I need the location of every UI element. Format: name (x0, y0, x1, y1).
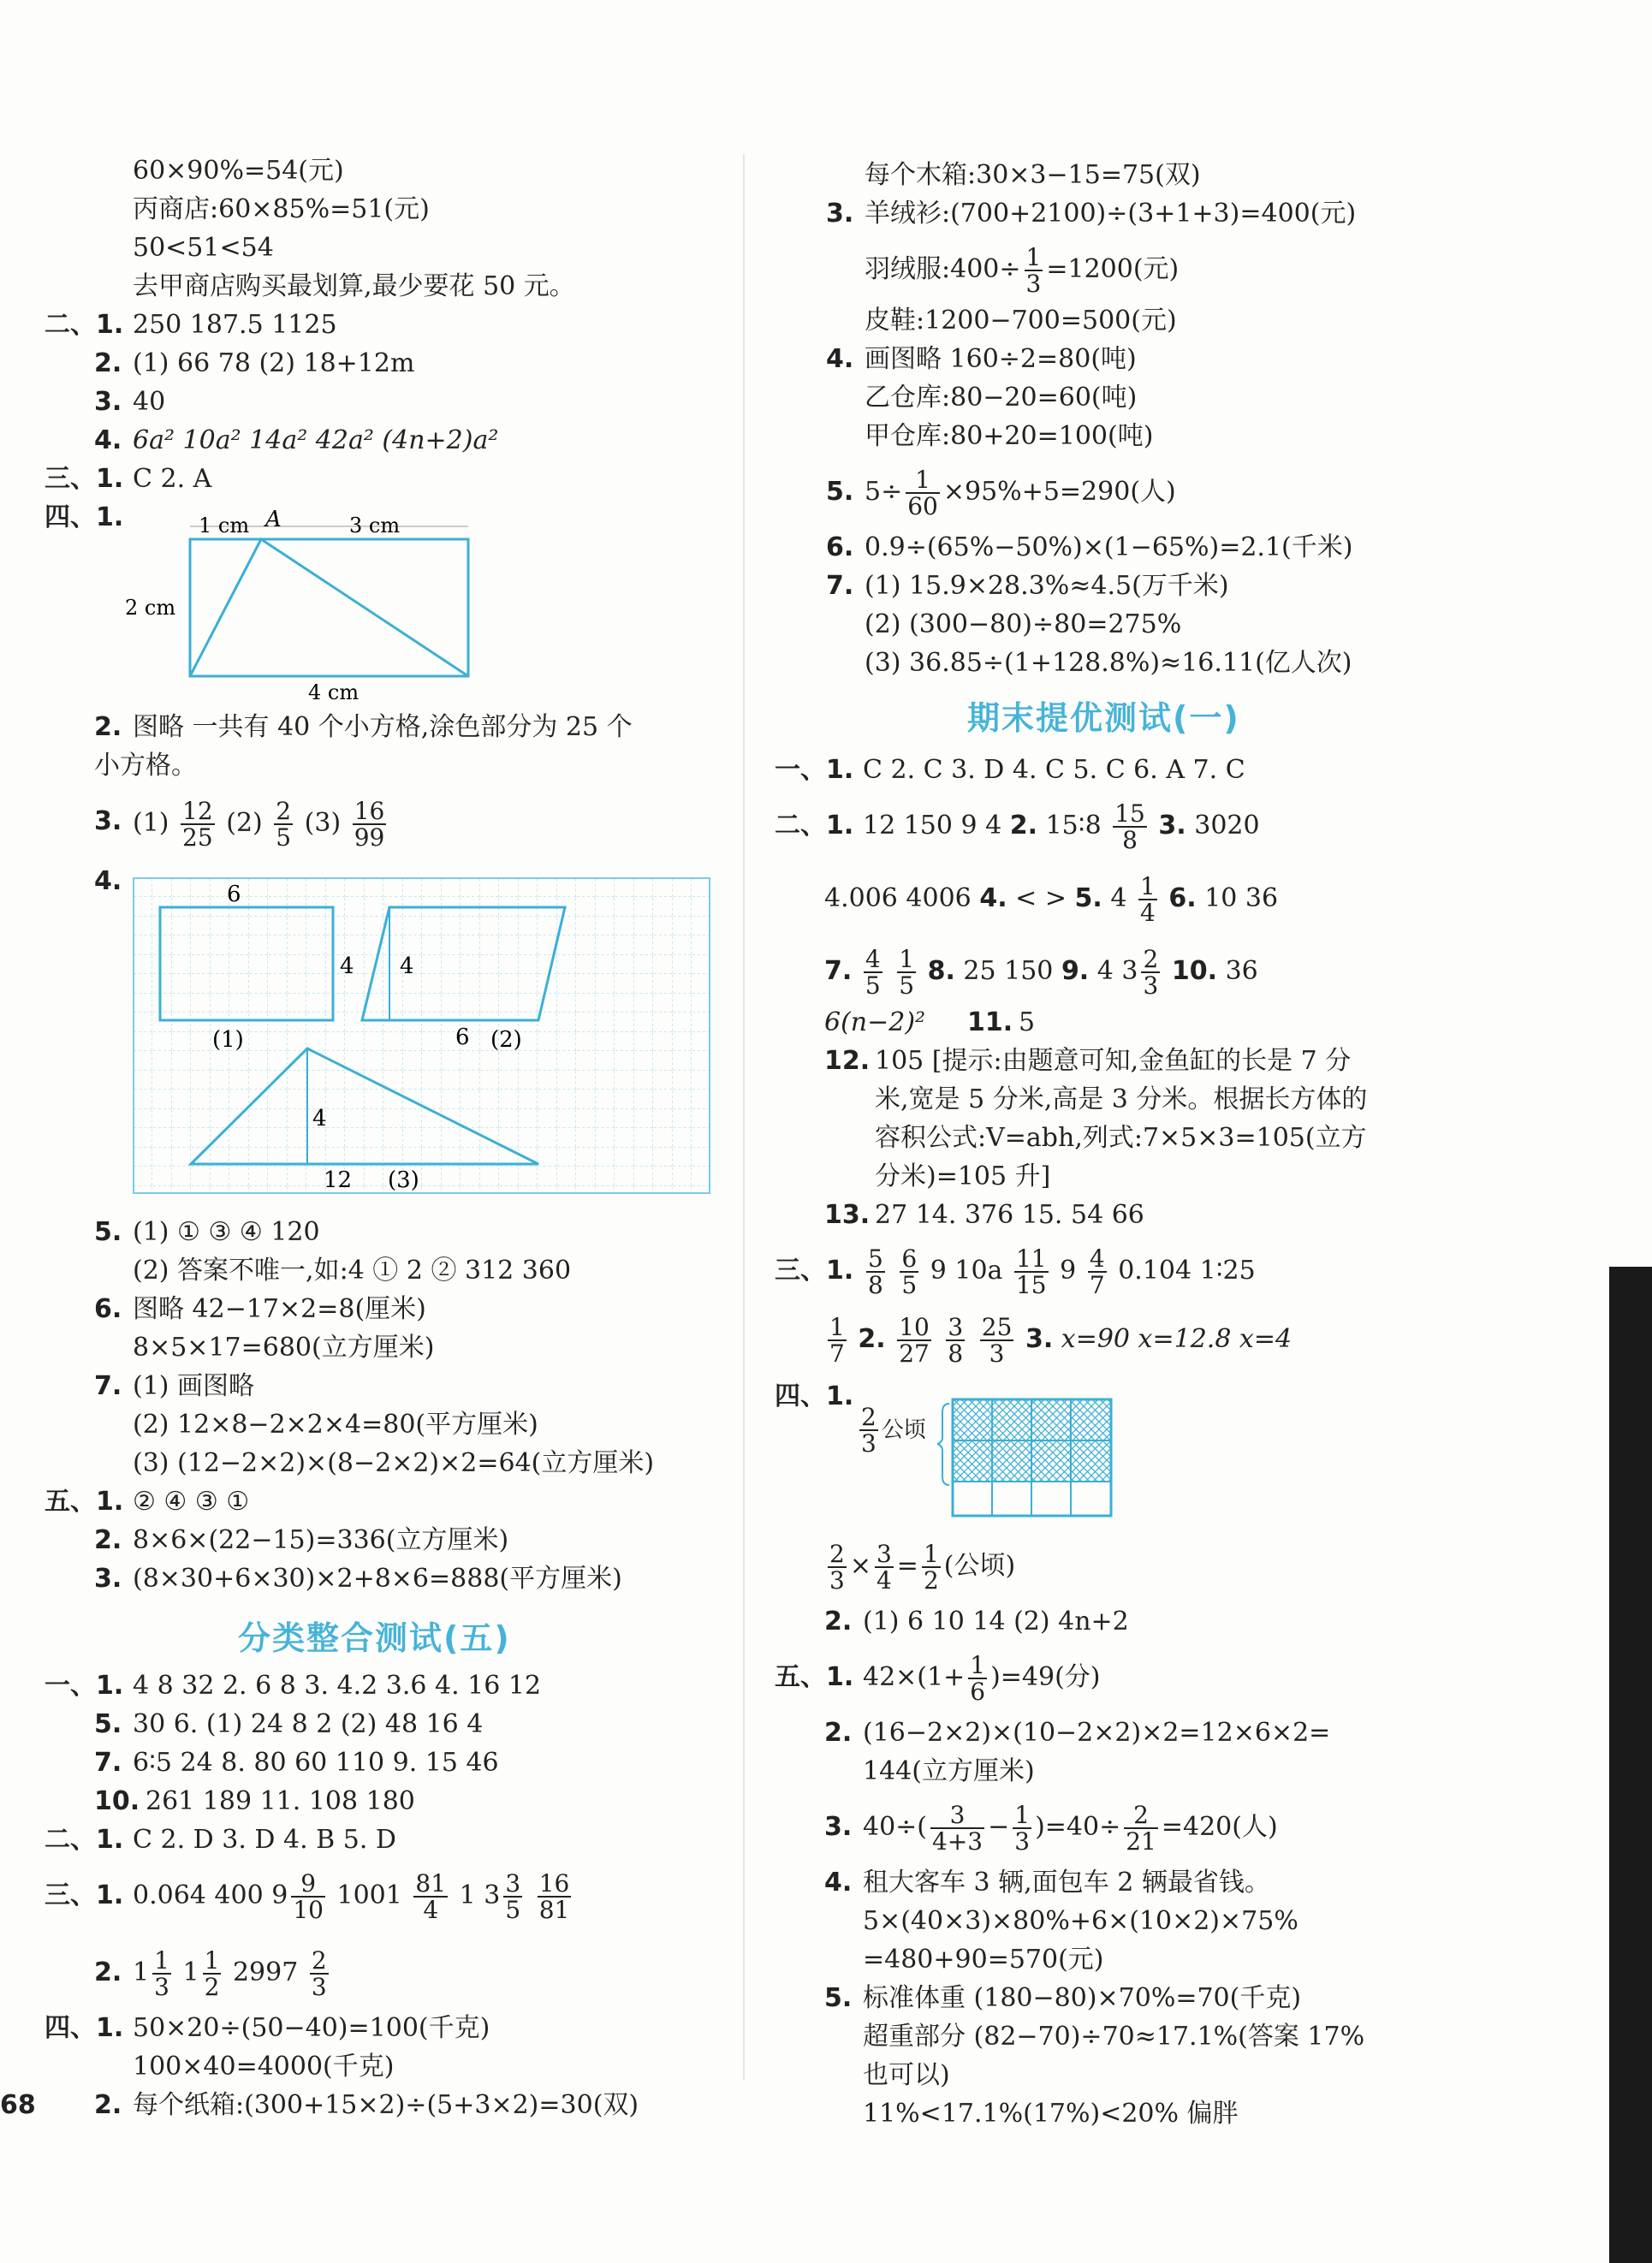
answer: (3) (12−2×2)×(8−2×2)×2=64(立方厘米) (133, 1448, 655, 1478)
svg-text:6: 6 (227, 882, 241, 907)
section-label: 五、1. (775, 1662, 854, 1692)
answer-fraction: 羽绒服:400÷ $\frac{1}{3}$ =1200(元) (865, 242, 1180, 298)
item-number: 2. (824, 1607, 853, 1636)
item-number: 13. (824, 1200, 871, 1230)
section-title: 期末提优测试(一) (967, 699, 1240, 737)
answer: C 2. A (133, 464, 212, 494)
item-number: 6. (826, 532, 854, 562)
item-number: 5. (94, 1217, 122, 1247)
item-number: 2. (94, 712, 122, 742)
answer-fraction: 5÷ $\frac{1}{60}$ ×95%+5=290(人) (865, 465, 1176, 520)
answer: 小方格。 (94, 751, 197, 781)
item-number: 2. (94, 1525, 122, 1555)
section-label: 一、1. (775, 755, 854, 785)
grid-diagram (133, 877, 710, 1194)
answer: 皮鞋:1200−700=500(元) (865, 306, 1177, 336)
answer-fractions: 7. $\frac{4}{5}$ $\frac{1}{5}$ 8. 25 150 9. 4 3 $\frac{2}{3}$ 10. 36 (824, 944, 1258, 1000)
answer: 6(n−2)² (824, 1007, 926, 1037)
answer: 乙仓库:80−20=60(吨) (865, 383, 1138, 413)
item-number: 11. (967, 1007, 1013, 1037)
item-number: 7. (94, 1748, 122, 1778)
line: 去甲商店购买最划算,最少要花 50 元。 (133, 271, 575, 301)
answer: 100×40=4000(千克) (133, 2052, 395, 2082)
part: (1) (133, 808, 169, 838)
answer: (1) ① ③ ④ 120 (133, 1217, 320, 1247)
page-number: 68 (0, 2090, 36, 2120)
svg-text:4: 4 (312, 1106, 327, 1132)
answer-fraction: 42×(1+ $\frac{1}{6}$ )=49(分) (863, 1650, 1101, 1706)
dim-label: 1 cm (199, 514, 250, 538)
item-number: 2. (94, 2090, 122, 2120)
answer: 图略 42−17×2=8(厘米) (133, 1294, 426, 1324)
section-label: 二、1. (45, 1825, 124, 1855)
answer: (1) 66 78 (2) 18+12m (133, 348, 415, 378)
svg-text:(3): (3) (388, 1167, 419, 1193)
answer-fractions: 1 $\frac{1}{3}$ 1 $\frac{1}{2}$ 2997 $\frac{2}{3}$ (133, 1945, 327, 2001)
fraction: $\frac{12}{25}$ (182, 796, 213, 852)
line: 丙商店:60×85%=51(元) (133, 194, 430, 224)
answer: 105 [提示:由题意可知,金鱼缸的长是 7 分 (875, 1046, 1352, 1076)
answer-fractions: 12 150 9 4 2. 15∶8 $\frac{15}{8}$ 3. 3020 (863, 799, 1260, 854)
section-label: 二、1. (45, 310, 124, 340)
answer: 租大客车 3 辆,面包车 2 辆最省钱。 (863, 1868, 1270, 1898)
item-number: 2. (94, 1957, 122, 1987)
item-number: 6. (94, 1294, 122, 1324)
answer: 50×20÷(50−40)=100(千克) (133, 2013, 490, 2043)
fraction: $\frac{2}{5}$ (276, 796, 292, 852)
answer: 羊绒衫:(700+2100)÷(3+1+3)=400(元) (865, 199, 1357, 229)
part: (3) (304, 808, 342, 838)
answer-fractions: 4.006 4006 4. < > 5. 4 $\frac{1}{4}$ 6. 10 36 (824, 871, 1279, 927)
answer: 8×6×(22−15)=336(立方厘米) (133, 1525, 509, 1555)
answer: ② ④ ③ ① (133, 1487, 250, 1517)
answer: (1) 画图略 (133, 1371, 255, 1401)
area-label: $\frac{2}{3}$ 公顷 (861, 1402, 926, 1458)
svg-text:6: 6 (455, 1025, 470, 1050)
item-number: 4. (826, 344, 854, 374)
answer: (8×30+6×30)×2+8×6=888(平方厘米) (133, 1564, 622, 1594)
dim-label: 2 cm (125, 596, 176, 620)
item-number: 7. (94, 1371, 122, 1401)
answer: 5 (1019, 1007, 1036, 1037)
section-label: 四、1. (45, 2013, 124, 2043)
answer: 也可以) (863, 2060, 950, 2090)
item-number: 3. (824, 1812, 853, 1842)
section-label: 二、1. (775, 811, 854, 840)
svg-text:4: 4 (340, 953, 354, 979)
column-divider (743, 154, 745, 2080)
answer: 30 6. (1) 24 8 2 (2) 48 16 4 (133, 1709, 484, 1739)
answer: 容积公式:V=abh,列式:7×5×3=105(立方 (875, 1123, 1367, 1153)
answer: (2) 12×8−2×2×4=80(平方厘米) (133, 1410, 538, 1440)
answer-fractions: 0.064 400 9 $\frac{9}{10}$ 1001 $\frac{81}{4}$ 1 3 $\frac{3}{5}$ $\frac{16}{81}$ (133, 1868, 570, 1924)
answer: 分米)=105 升] (875, 1161, 1051, 1191)
svg-text:4: 4 (400, 953, 414, 979)
section-label: 四、1. (45, 502, 124, 532)
answer: 0.9÷(65%−50%)×(1−65%)=2.1(千米) (865, 532, 1353, 562)
item-number: 7. (826, 571, 854, 601)
item-number: 4. (94, 866, 122, 896)
dim-label: 4 cm (308, 680, 360, 704)
answer: (3) 36.85÷(1+128.8%)≈16.11(亿人次) (865, 648, 1352, 678)
section-label: 四、1. (775, 1381, 854, 1411)
item-number: 10. (94, 1786, 140, 1816)
answer: 画图略 160÷2=80(吨) (865, 344, 1137, 374)
answer: 图略 一共有 40 个小方格,涂色部分为 25 个 (133, 712, 633, 742)
answer: 米,宽是 5 分米,高是 3 分米。根据长方体的 (875, 1084, 1368, 1114)
section-label: 三、1. (45, 1880, 124, 1910)
item-number: 5. (94, 1709, 122, 1739)
answer: 超重部分 (82−70)÷70≈17.1%(答案 17% (863, 2022, 1365, 2052)
answer: C 2. D 3. D 4. B 5. D (133, 1825, 396, 1855)
item-number: 3. (826, 199, 854, 229)
section-label: 三、1. (45, 464, 124, 494)
answer-fractions: $\frac{1}{7}$ 2. $\frac{10}{27}$ $\frac{3}{8}$ $\frac{25}{3}$ 3. x=90 x=12.8 x=4 (829, 1312, 1292, 1368)
fraction: $\frac{16}{99}$ (354, 796, 385, 852)
dim-label: 3 cm (349, 514, 401, 538)
svg-text:12: 12 (324, 1167, 353, 1193)
answer: C 2. C 3. D 4. C 5. C 6. A 7. C (863, 755, 1245, 785)
answer: 4 8 32 2. 6 8 3. 4.2 3.6 4. 16 12 (133, 1671, 542, 1701)
answer: 11%<17.1%(17%)<20% 偏胖 (863, 2099, 1239, 2129)
answer: (16−2×2)×(10−2×2)×2=12×6×2= (863, 1718, 1331, 1748)
section-label: 一、1. (45, 1671, 124, 1701)
answer-fraction: 40÷( $\frac{3}{4+3}$ − $\frac{1}{3}$ )=40÷ $\frac{2}{21}$ =420(人) (863, 1800, 1278, 1856)
answer: 5×(40×3)×80%+6×(10×2)×75% (863, 1906, 1298, 1936)
answer-equation: $\frac{2}{3}$ × $\frac{3}{4}$ = $\frac{1}{2}$ (公顷) (829, 1539, 1016, 1595)
answer-fractions (133, 789, 389, 858)
section-title: 分类整合测试(五) (238, 1619, 511, 1657)
answer: 甲仓库:80+20=100(吨) (865, 421, 1154, 451)
item-number: 3. (94, 387, 122, 417)
item-number: 3. (94, 1564, 122, 1594)
answer: 250 187.5 1125 (133, 310, 337, 340)
answer: (1) 6 10 14 (2) 4n+2 (863, 1607, 1129, 1636)
answer: 每个木箱:30×3−15=75(双) (865, 160, 1201, 190)
answer: 6a² 10a² 14a² 42a² (4n+2)a² (133, 425, 499, 455)
item-number: 2. (94, 348, 122, 378)
answer: 每个纸箱:(300+15×2)÷(5+3×2)=30(双) (133, 2090, 639, 2120)
section-label: 五、1. (45, 1487, 124, 1517)
line: 60×90%=54(元) (133, 156, 344, 186)
answer: 标准体重 (180−80)×70%=70(千克) (863, 1983, 1302, 2013)
item-number: 3. (94, 806, 122, 836)
point-a-label: A (265, 507, 282, 532)
item-number: 12. (824, 1046, 871, 1076)
answer: (1) 15.9×28.3%≈4.5(万千米) (865, 571, 1229, 601)
answer: (2) 答案不唯一,如:4 ① 2 ② 312 360 (133, 1256, 572, 1286)
answer-fractions: $\frac{5}{8}$ $\frac{6}{5}$ 9 10a $\frac{11}{15}$ 9 $\frac{4}{7}$ 0.104 1∶25 (868, 1244, 1256, 1299)
page-shadow-edge (1609, 1267, 1652, 2263)
answer: (2) (300−80)÷80=275% (865, 609, 1182, 639)
answer: 261 189 11. 108 180 (146, 1786, 415, 1816)
answer: 40 (133, 387, 166, 417)
svg-text:(2): (2) (490, 1027, 522, 1053)
answer: 8×5×17=680(立方厘米) (133, 1333, 435, 1363)
svg-text:(1): (1) (212, 1027, 244, 1053)
item-number: 2. (824, 1718, 853, 1748)
part: (2) (226, 808, 263, 838)
section-label: 三、1. (775, 1256, 854, 1286)
item-number: 4. (94, 425, 122, 455)
line: 50<51<54 (133, 233, 274, 263)
answer: 6∶5 24 8. 80 60 110 9. 15 46 (133, 1748, 499, 1778)
answer: 27 14. 376 15. 54 66 (875, 1200, 1144, 1230)
item-number: 5. (826, 477, 854, 507)
item-number: 5. (824, 1983, 853, 2013)
answer: =480+90=570(元) (863, 1945, 1104, 1975)
answer: 144(立方厘米) (863, 1756, 1035, 1786)
rectangle-triangle-diagram (120, 501, 479, 706)
hatched-area-diagram (937, 1391, 1126, 1519)
item-number: 4. (824, 1868, 853, 1898)
